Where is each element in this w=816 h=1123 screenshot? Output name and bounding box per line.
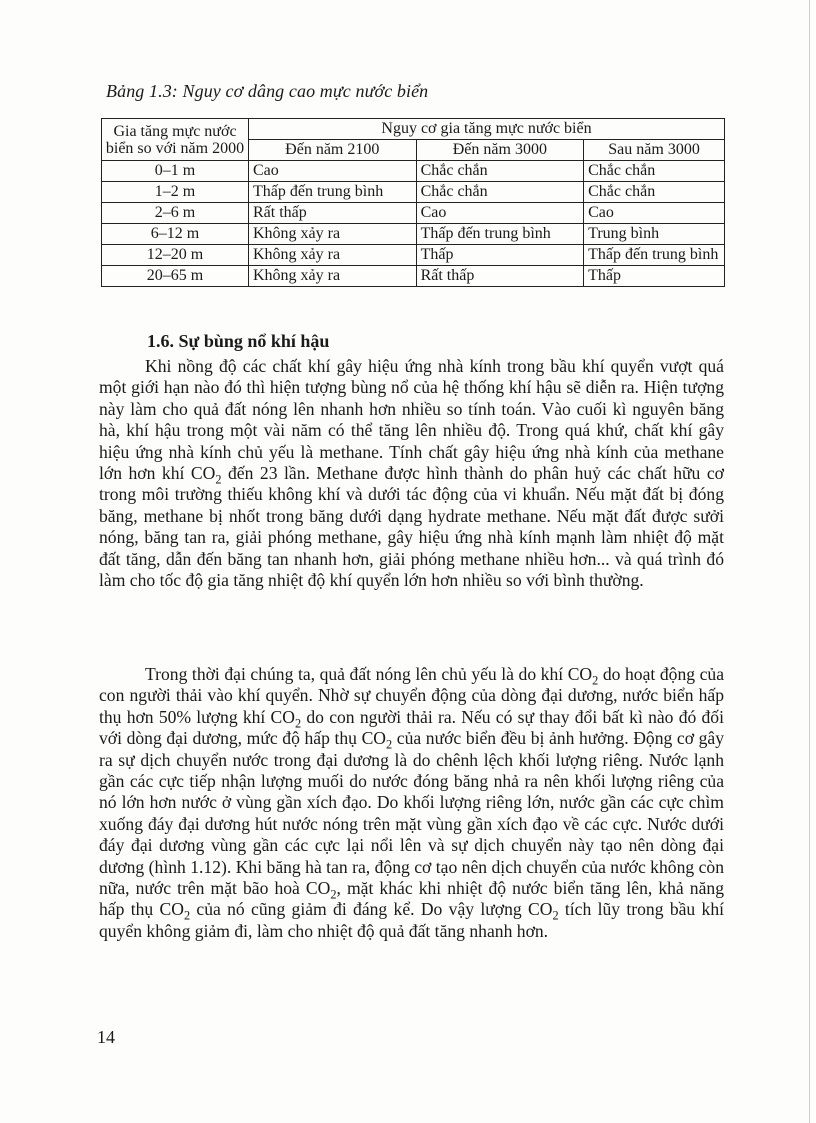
table-header-after-3000: Sau năm 3000 <box>584 140 725 161</box>
cell-range: 20–65 m <box>102 266 249 287</box>
cell-range: 6–12 m <box>102 224 249 245</box>
cell-after-3000: Thấp đến trung bình <box>584 245 725 266</box>
paragraph-text: do con người thải ra. Nếu có sự thay đổi bất kì nào đó đối với dòng đại dương, mức độ hấp thụ CO <box>99 706 724 749</box>
cell-3000: Thấp <box>416 245 584 266</box>
cell-after-3000: Chắc chắn <box>584 161 725 182</box>
cell-2100: Thấp đến trung bình <box>249 182 417 203</box>
subscript: 2 <box>592 673 599 688</box>
paragraph-text: Trong thời đại chúng ta, quả đất nóng lên chủ yếu là do khí CO <box>145 664 593 684</box>
table-caption: Bảng 1.3: Nguy cơ dâng cao mực nước biển <box>106 81 429 101</box>
table-row <box>102 245 725 266</box>
paragraph-ocean-co2 <box>99 664 724 942</box>
paragraph-text: Khi nồng độ các chất khí gây hiệu ứng nhà kính trong bầu khí quyển vượt quá một giới hạn nào đó thì hiện tượng bùng nổ của hệ thống khí hậu sẽ diễn ra. Hiện tượng này làm cho quả đất nóng lên nhanh hơn nhiều so tính toán. Vào cuối kì nguyên băng hà, khí hậu trong một vài năm có thể tăng lên nhiều độ. Trong quá khứ, chất khí gây hiệu ứng nhà kính chủ yếu là methane. Tính chất gây hiệu ứng nhà kính của methane lớn hơn khí CO <box>99 356 724 484</box>
cell-2100: Không xảy ra <box>249 224 417 245</box>
table-header-by-2100: Đến năm 2100 <box>249 140 417 161</box>
paragraph-text: do hoạt động của con người thải vào khí quyển. Nhờ sự chuyển động của dòng đại dương, nước biển hấp thụ hơn 50% lượng khí CO <box>99 664 725 727</box>
cell-after-3000: Trung bình <box>584 224 725 245</box>
paragraph-text: của nó cũng giảm đi đáng kể. Do vậy lượng CO <box>190 899 553 920</box>
subscript: 2 <box>183 908 191 923</box>
table-header-sea-level-rise: Gia tăng mực nước biển so với năm 2000 <box>102 119 249 161</box>
table-row <box>102 266 725 287</box>
subscript: 2 <box>330 887 337 902</box>
subscript: 2 <box>295 716 302 731</box>
section-heading: 1.6. Sự bùng nổ khí hậu <box>147 331 330 351</box>
cell-range: 12–20 m <box>102 245 249 266</box>
sea-level-risk-table <box>101 118 725 287</box>
paragraph-text: đến 23 lần. Methane được hình thành do phân huỷ các chất hữu cơ trong môi trường thiếu không khí và dưới tác động của vi khuẩn. Nếu mặt đất bị đóng băng, methane bị nhốt trong băng dưới dạng hydrate methane. Nếu mặt đất được sưởi nóng, băng tan ra, giải phóng methane, gây hiệu ứng nhà kính mạnh làm nhiệt độ mặt đất tăng, dẫn đến băng tan nhanh hơn, giải phóng methane nhiều hơn... và quá trình đó làm cho tốc độ gia tăng nhiệt độ khí quyển lớn hơn nhiều so với bình thường. <box>99 463 724 591</box>
cell-3000: Rất thấp <box>416 266 584 287</box>
page-number: 14 <box>97 1027 115 1047</box>
table-header-risk-group: Nguy cơ gia tăng mực nước biển <box>249 119 725 140</box>
cell-after-3000: Thấp <box>584 266 725 287</box>
cell-2100: Cao <box>249 161 417 182</box>
paragraph-text: , mặt khác khi nhiệt độ nước biển tăng lên, khả năng hấp thụ CO <box>99 878 724 920</box>
cell-after-3000: Cao <box>584 203 725 224</box>
cell-2100: Không xảy ra <box>249 245 417 266</box>
cell-3000: Chắc chắn <box>416 161 584 182</box>
page-edge-rule <box>809 0 810 1123</box>
subscript: 2 <box>552 908 559 923</box>
cell-range: 0–1 m <box>102 161 249 182</box>
cell-3000: Thấp đến trung bình <box>416 224 584 245</box>
cell-2100: Không xảy ra <box>249 266 417 287</box>
table-row <box>102 182 725 203</box>
cell-3000: Chắc chắn <box>416 182 584 203</box>
table-header-by-3000: Đến năm 3000 <box>416 140 584 161</box>
table-row <box>102 203 725 224</box>
cell-range: 2–6 m <box>102 203 249 224</box>
paragraph-climate-explosion <box>99 356 724 591</box>
paragraph-text: tích lũy trong bầu khí quyển không giảm đi, làm cho nhiệt độ quả đất tăng nhanh hơn. <box>99 899 725 941</box>
cell-3000: Cao <box>416 203 584 224</box>
table-row <box>102 161 725 182</box>
cell-2100: Rất thấp <box>249 203 417 224</box>
subscript: 2 <box>386 737 393 752</box>
cell-range: 1–2 m <box>102 182 249 203</box>
cell-after-3000: Chắc chắn <box>584 182 725 203</box>
paragraph-text: của nước biển đều bị ảnh hưởng. Động cơ gây ra sự dịch chuyển nước trong đại dương là do chênh lệch khối lượng riêng. Nước lạnh gần các cực tiếp nhận lượng muối do nước đóng băng nhả ra nên khối lượng riêng của nó lớn hơn nước ở vùng gần xích đạo. Do khối lượng riêng lớn, nước gần các cực chìm xuống đáy đại dương hút nước nóng trên mặt vùng gần xích đạo về các cực. Nước dưới đáy đại dương vùng gần các cực lại nổi lên và sự dịch chuyển này tạo nên dòng đại dương (hình 1.12). Khi băng hà tan ra, động cơ tạo nên dịch chuyển của nước không còn nữa, nước trên mặt bão hoà CO <box>99 728 724 899</box>
table-row <box>102 224 725 245</box>
subscript: 2 <box>215 472 222 487</box>
